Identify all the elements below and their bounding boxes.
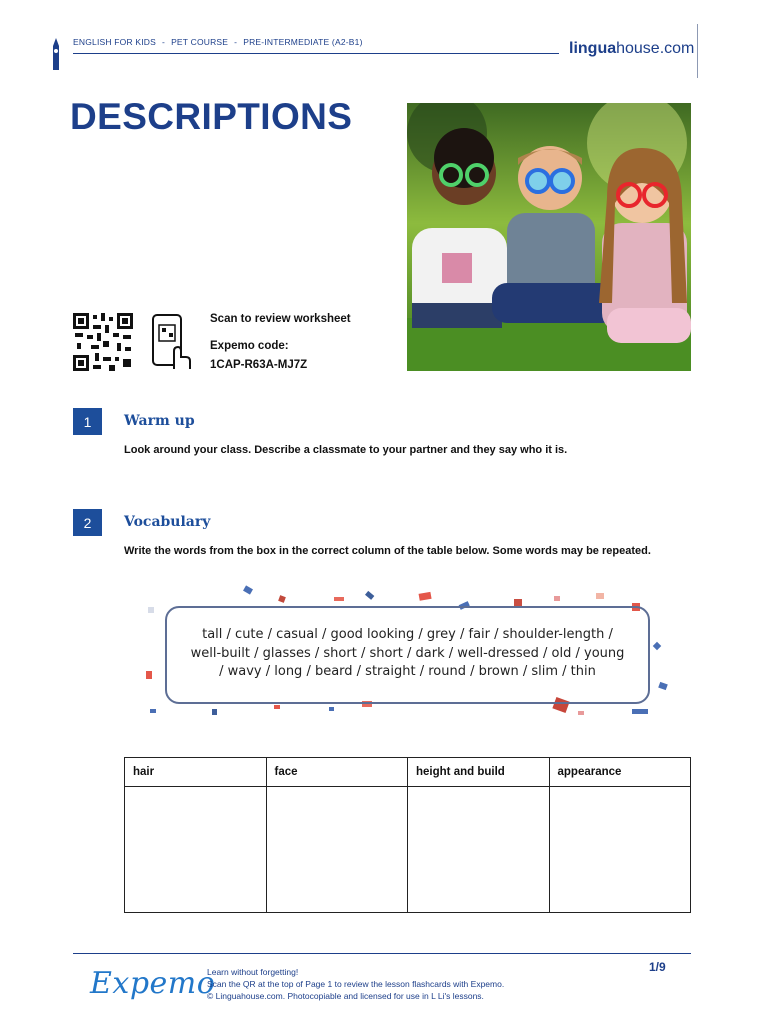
- breadcrumb-item[interactable]: PRE-INTERMEDIATE (A2-B1): [243, 37, 363, 47]
- footer-divider: [73, 953, 691, 954]
- expemo-logo[interactable]: Expemo: [90, 966, 216, 1001]
- footer-line: Learn without forgetting!: [207, 967, 299, 977]
- qr-code-icon[interactable]: [73, 313, 133, 371]
- word-list-line: well-built / glasses / short / short / dark / well-dressed / old / young: [190, 645, 625, 661]
- answer-cell-face[interactable]: [266, 787, 408, 913]
- word-list-line: tall / cute / casual / good looking / grey / fair / shoulder-length /: [202, 627, 613, 642]
- column-header-face: face: [266, 758, 408, 787]
- word-list: [170, 626, 645, 682]
- breadcrumb-item[interactable]: ENGLISH FOR KIDS: [73, 37, 157, 47]
- scan-instruction: Scan to review worksheet: [210, 313, 351, 325]
- column-header-hair: hair: [125, 758, 267, 787]
- phone-scan-icon: [150, 313, 192, 371]
- column-header-appearance: appearance: [549, 758, 691, 787]
- section-number: 2: [73, 509, 102, 536]
- answer-cell-height-and-build[interactable]: [408, 787, 550, 913]
- page-number: 1/9: [649, 960, 666, 974]
- section-title-warm-up: Warm up: [124, 413, 195, 429]
- expemo-code-label: Expemo code:: [210, 340, 289, 352]
- footer-line: © Linguahouse.com. Photocopiable and licensed for use in L Li's lessons.: [207, 991, 484, 1001]
- column-header-height-and-build: height and build: [408, 758, 550, 787]
- footer-line: Scan the QR at the top of Page 1 to review the lesson flashcards with Expemo.: [207, 979, 505, 989]
- word-list-line: / wavy / long / beard / straight / round / brown / slim / thin: [219, 664, 596, 679]
- header-vertical-divider: [697, 24, 698, 78]
- warm-up-instruction: Look around your class. Describe a classmate to your partner and they say who it is.: [124, 444, 568, 456]
- answer-cell-appearance[interactable]: [549, 787, 691, 913]
- page-title: DESCRIPTIONS: [70, 96, 353, 137]
- expemo-code: 1CAP-R63A-MJ7Z: [210, 359, 308, 371]
- breadcrumb: ENGLISH FOR KIDS - PET COURSE - PRE-INTERMEDIATE (A2-B1): [73, 37, 363, 47]
- section-title-vocabulary: Vocabulary: [124, 514, 211, 530]
- footer-text: [207, 966, 504, 1002]
- section-number: 1: [73, 408, 102, 435]
- vocabulary-instruction: Write the words from the box in the correct column of the table below. Some words may be repeated.: [124, 545, 651, 557]
- breadcrumb-item[interactable]: PET COURSE: [171, 37, 229, 47]
- big-ben-icon: [50, 38, 62, 70]
- answer-cell-hair[interactable]: [125, 787, 267, 913]
- brand-logo[interactable]: linguahouse.com: [569, 40, 695, 57]
- children-photo: [407, 103, 691, 371]
- header-divider: [73, 53, 559, 54]
- vocabulary-table: [124, 757, 691, 913]
